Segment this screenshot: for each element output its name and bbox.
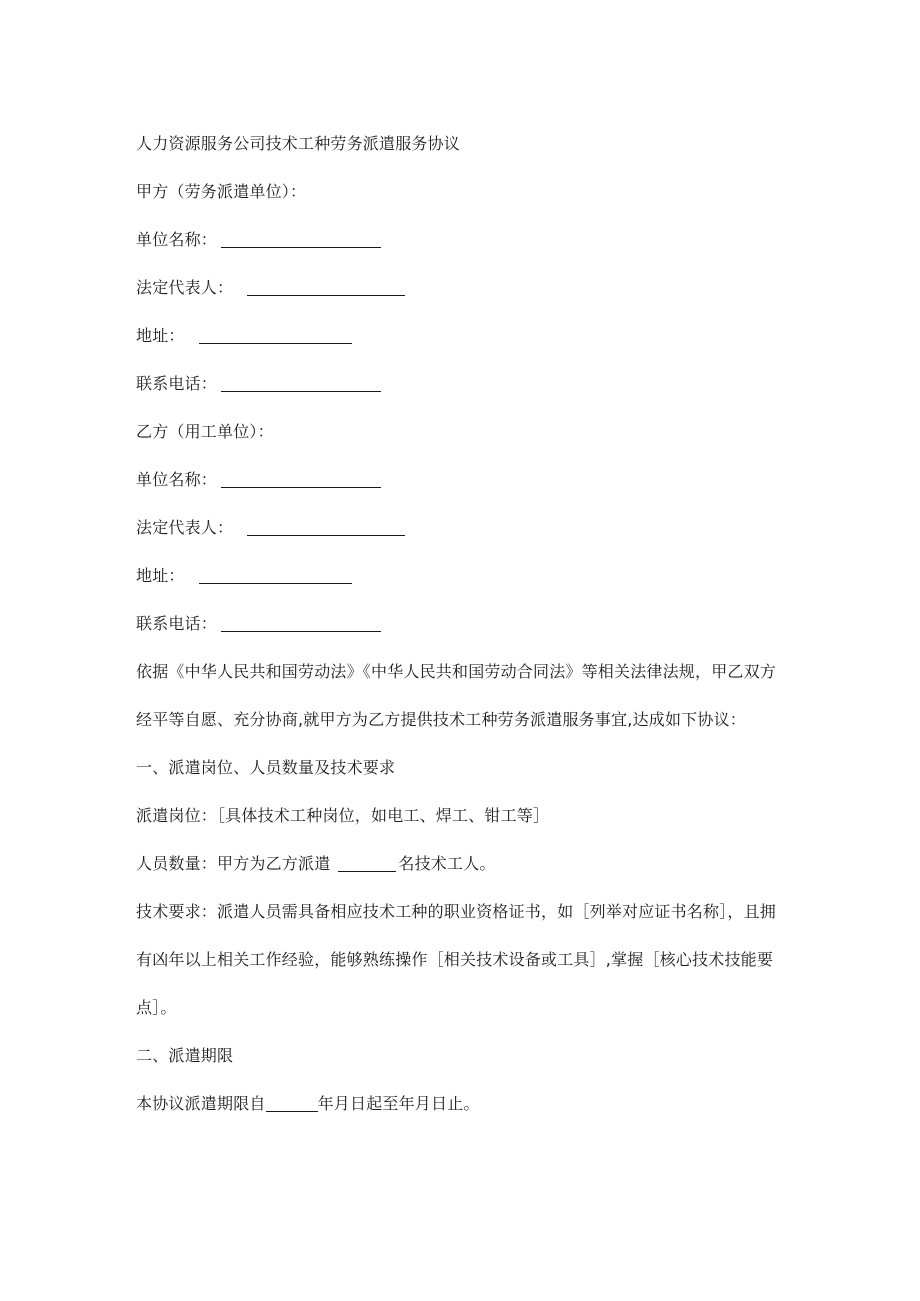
- section1-count-blank: [338, 870, 396, 872]
- party-a-address-label: 地址：: [136, 326, 185, 345]
- party-b-phone-blank: [221, 630, 381, 632]
- section1-count-row: [136, 840, 786, 888]
- party-b-heading: 乙方（用工单位）：: [136, 422, 274, 441]
- agreement-body: [136, 120, 786, 1128]
- party-b-address-label: 地址：: [136, 566, 185, 585]
- party-a-name-blank: [221, 246, 381, 248]
- document-title: 人力资源服务公司技术工种劳务派遣服务协议: [136, 134, 461, 153]
- party-b-name-label: 单位名称：: [136, 470, 218, 489]
- party-b-phone-row: [136, 600, 786, 648]
- party-a-name-row: [136, 216, 786, 264]
- party-a-address-row: [136, 312, 786, 360]
- section1-heading: 一、派遣岗位、人员数量及技术要求: [136, 758, 396, 777]
- section2-period-suffix: 年月日起至年月日止。: [317, 1094, 480, 1113]
- party-a-rep-label: 法定代表人：: [136, 278, 234, 297]
- section2-period-blank: [266, 1110, 318, 1112]
- party-a-phone-row: [136, 360, 786, 408]
- party-a-rep-blank: [247, 294, 405, 296]
- party-b-rep-label: 法定代表人：: [136, 518, 234, 537]
- party-b-address-blank: [199, 582, 352, 584]
- party-a-address-blank: [199, 342, 352, 344]
- party-b-phone-label: 联系电话：: [136, 614, 218, 633]
- section2-heading: 二、派遣期限: [136, 1046, 234, 1065]
- party-a-heading: 甲方（劳务派遣单位）：: [136, 182, 307, 201]
- party-a-phone-blank: [221, 390, 381, 392]
- party-b-name-row: [136, 456, 786, 504]
- preamble-paragraph: 依据《中华人民共和国劳动法》《中华人民共和国劳动合同法》等相关法律法规，甲乙双方经平等自愿、充分协商,就甲方为乙方提供技术工种劳务派遣服务事宜,达成如下协议：: [136, 662, 777, 729]
- section1-count-suffix: 名技术工人。: [398, 854, 496, 873]
- party-a-rep-row: [136, 264, 786, 312]
- section2-period-prefix: 本协议派遣期限自: [136, 1094, 266, 1113]
- party-b-name-blank: [221, 486, 381, 488]
- party-b-rep-row: [136, 504, 786, 552]
- section1-count-prefix: 人员数量：甲方为乙方派遣: [136, 854, 331, 873]
- party-b-rep-blank: [247, 534, 405, 536]
- party-b-address-row: [136, 552, 786, 600]
- section2-period-row: [136, 1080, 786, 1128]
- party-a-phone-label: 联系电话：: [136, 374, 218, 393]
- section1-requirements: 技术要求：派遣人员需具备相应技术工种的职业资格证书，如［列举对应证书名称］，且拥有凶年以上相关工作经验，能够熟练操作［相关技术设备或工具］,掌握［核心技术技能要点］。: [136, 902, 777, 1017]
- section1-position: 派遣岗位：［具体技术工种岗位，如电工、焊工、钳工等］: [136, 806, 550, 825]
- party-a-name-label: 单位名称：: [136, 230, 218, 249]
